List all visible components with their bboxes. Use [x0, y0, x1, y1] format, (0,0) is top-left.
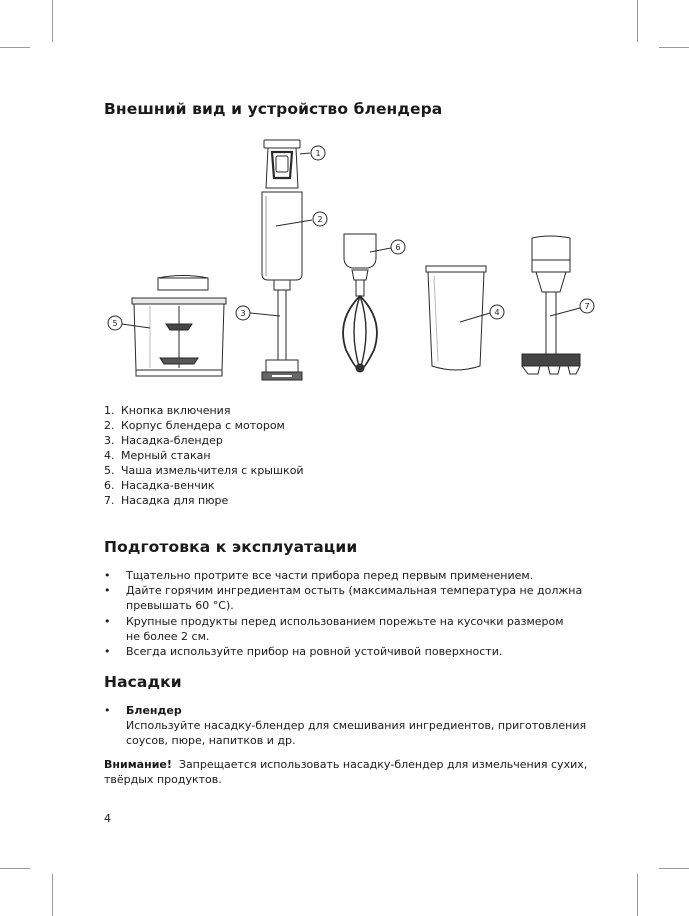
crop-mark	[52, 0, 53, 42]
blender-body-drawing	[262, 140, 302, 380]
attachment-heading: Блендер	[126, 704, 182, 717]
svg-text:7: 7	[584, 302, 590, 311]
crop-mark	[0, 868, 30, 869]
list-item: • Крупные продукты перед использованием порежьте на кусочки размером не более 2 см.	[104, 614, 564, 643]
crop-mark	[637, 874, 638, 916]
callout-1	[300, 146, 325, 160]
warning-note: Внимание! Запрещается использовать насадку-блендер для измельчения сухих, твёрдых продуктов.	[104, 758, 588, 787]
callout-6	[370, 240, 405, 254]
crop-mark	[659, 47, 689, 48]
warning-label: Внимание!	[104, 758, 172, 771]
crop-mark	[637, 0, 638, 42]
measuring-cup-drawing	[426, 266, 486, 370]
chopper-bowl-drawing	[132, 276, 226, 377]
svg-text:4: 4	[494, 308, 500, 317]
list-item: • Тщательно протрите все части прибора перед первым применением.	[104, 569, 534, 582]
svg-text:3: 3	[240, 309, 246, 318]
list-item: 2. Корпус блендера с мотором	[104, 419, 285, 432]
list-item: 4. Мерный стакан	[104, 449, 211, 462]
callout-7	[550, 299, 594, 316]
section-title-preparation: Подготовка к эксплуатации	[104, 538, 358, 556]
list-item: • Блендер Используйте насадку-блендер для смешивания ингредиентов, приготовления соусов, пюре, напитков и др.	[104, 703, 604, 749]
callout-3	[236, 306, 280, 320]
list-item: 7. Насадка для пюре	[104, 494, 229, 507]
parts-list	[104, 403, 304, 508]
callout-5	[108, 316, 150, 330]
crop-mark	[0, 47, 30, 48]
masher-drawing	[522, 236, 580, 374]
blender-illustration	[100, 130, 600, 390]
list-item: 1. Кнопка включения	[104, 404, 231, 417]
svg-text:5: 5	[112, 319, 118, 328]
svg-text:1: 1	[315, 149, 321, 158]
attachments-list	[104, 703, 604, 749]
svg-text:6: 6	[395, 243, 401, 252]
list-item: 5. Чаша измельчителя с крышкой	[104, 464, 304, 477]
svg-text:2: 2	[317, 215, 323, 224]
section-title-appearance: Внешний вид и устройство блендера	[104, 100, 443, 118]
page-number: 4	[104, 812, 111, 825]
crop-mark	[52, 874, 53, 916]
list-item: • Дайте горячим ингредиентам остыть (максимальная температура не должна превышать 60 °C).	[104, 584, 583, 613]
list-item: 6. Насадка-венчик	[104, 479, 215, 492]
crop-mark	[659, 868, 689, 869]
section-title-attachments: Насадки	[104, 673, 182, 691]
list-item: 3. Насадка-блендер	[104, 434, 223, 447]
list-item: • Всегда используйте прибор на ровной устойчивой поверхности.	[104, 645, 503, 659]
whisk-drawing	[343, 234, 377, 372]
preparation-list	[104, 568, 604, 659]
